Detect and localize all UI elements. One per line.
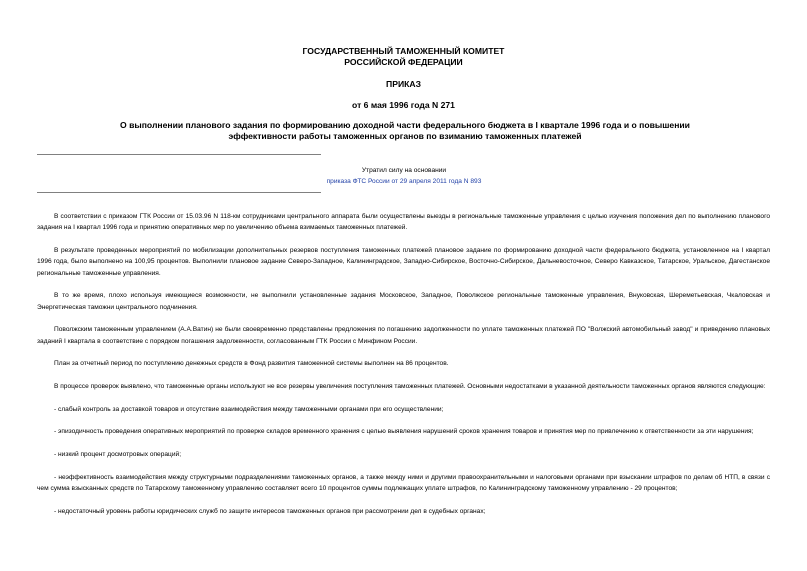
document-title: О выполнении планового задания по формированию доходной части федерального бюджета в I квартале 1996 года и о повышении эффективности работы таможенных органов по взиманию таможенных платежей (120, 120, 690, 141)
list-item: - слабый контроль за доставкой товаров и отсутствие взаимодействия между таможенными органами при его осуществлении; (54, 405, 444, 413)
divider-bottom (37, 192, 321, 193)
document-date-number: от 6 мая 1996 года N 271 (352, 100, 455, 110)
body-paragraph: План за отчетный период по поступлению денежных средств в Фонд развития таможенной системы выполнен на 86 процентов. (54, 360, 449, 368)
document-type: ПРИКАЗ (386, 79, 421, 89)
repeal-order-link[interactable]: приказа ФТС России от 29 апреля 2011 года N 893 (326, 178, 482, 185)
body-paragraph: В соответствии с приказом ГТК России от 15.03.96 N 118-км сотрудниками центрального аппарата были осуществлены выезды в региональные таможенные управления с целью изучения положения дел по выполнению планового задания на I квартал 1996 года и принятию оперативных мер по увеличению объема взимаемых таможенных платежей. (37, 213, 770, 232)
issuer-line-1: ГОСУДАРСТВЕННЫЙ ТАМОЖЕННЫЙ КОМИТЕТ (302, 46, 505, 56)
body-paragraph: В то же время, плохо используя имеющиеся возможности, не выполнили установленные задания Московское, Западное, Поволжское региональные таможенные управления, Внуковская, Шереметьевская, Чкаловская и Энергетическая таможни центрального подчинения. (37, 292, 770, 311)
list-item: - неэффективность взаимодействия между структурными подразделениями таможенных органов, а также между ними и другими правоохранительными и налоговыми органами при взыскании штрафов по делам об НТП, в связи с чем сумма взысканных средств по Татарскому таможенному управлению составляет всего 10 процентов суммы подлежащих уплате штрафов, по Калининградскому таможенному управлению - 29 процентов; (37, 473, 770, 492)
list-item: - недостаточный уровень работы юридических служб по защите интересов таможенных органов при рассмотрении дел в судебных органах; (54, 507, 486, 515)
body-paragraph: В процессе проверок выявлено, что таможенные органы используют не все резервы увеличения поступления таможенных платежей. Основными недостатками в указанной деятельности таможенных органов являются следующие: (54, 382, 766, 390)
list-item: - эпизодичность проведения оперативных мероприятий по проверке складов временного хранения с целью выявления нарушений сроков хранения товаров и принятия мер по привлечению к ответственности за эти нарушения; (54, 428, 754, 436)
body-paragraph: Поволжским таможенным управлением (А.А.Ватин) не были своевременно представлены предложения по погашению задолженности по уплате таможенных платежей ПО "Волжский автомобильный завод" и приведению плановых заданий I квартала в соответствие с порядком погашения задолженности, согласованным ГТК России с Минфином России. (37, 326, 770, 345)
list-item: - низкий процент досмотровых операций; (54, 450, 182, 458)
document-body (37, 211, 770, 528)
divider-top (37, 154, 321, 155)
status-note: Утратил силу на основании (361, 167, 447, 174)
body-paragraph: В результате проведенных мероприятий по мобилизации дополнительных резервов поступления таможенных платежей плановое задание по формированию доходной части федерального бюджета, установленное на I квартал 1996 года, было выполнено на 100,95 процентов. Выполнили плановое задание Северо-Западное, Калининградское, Западно-Сибирское, Восточно-Сибирское, Дальневосточное, Северо Кавказское, Татарское, Уральское, Дагестанское региональные таможенные управления. (37, 246, 770, 277)
issuer-line-2: РОССИЙСКОЙ ФЕДЕРАЦИИ (344, 57, 463, 67)
